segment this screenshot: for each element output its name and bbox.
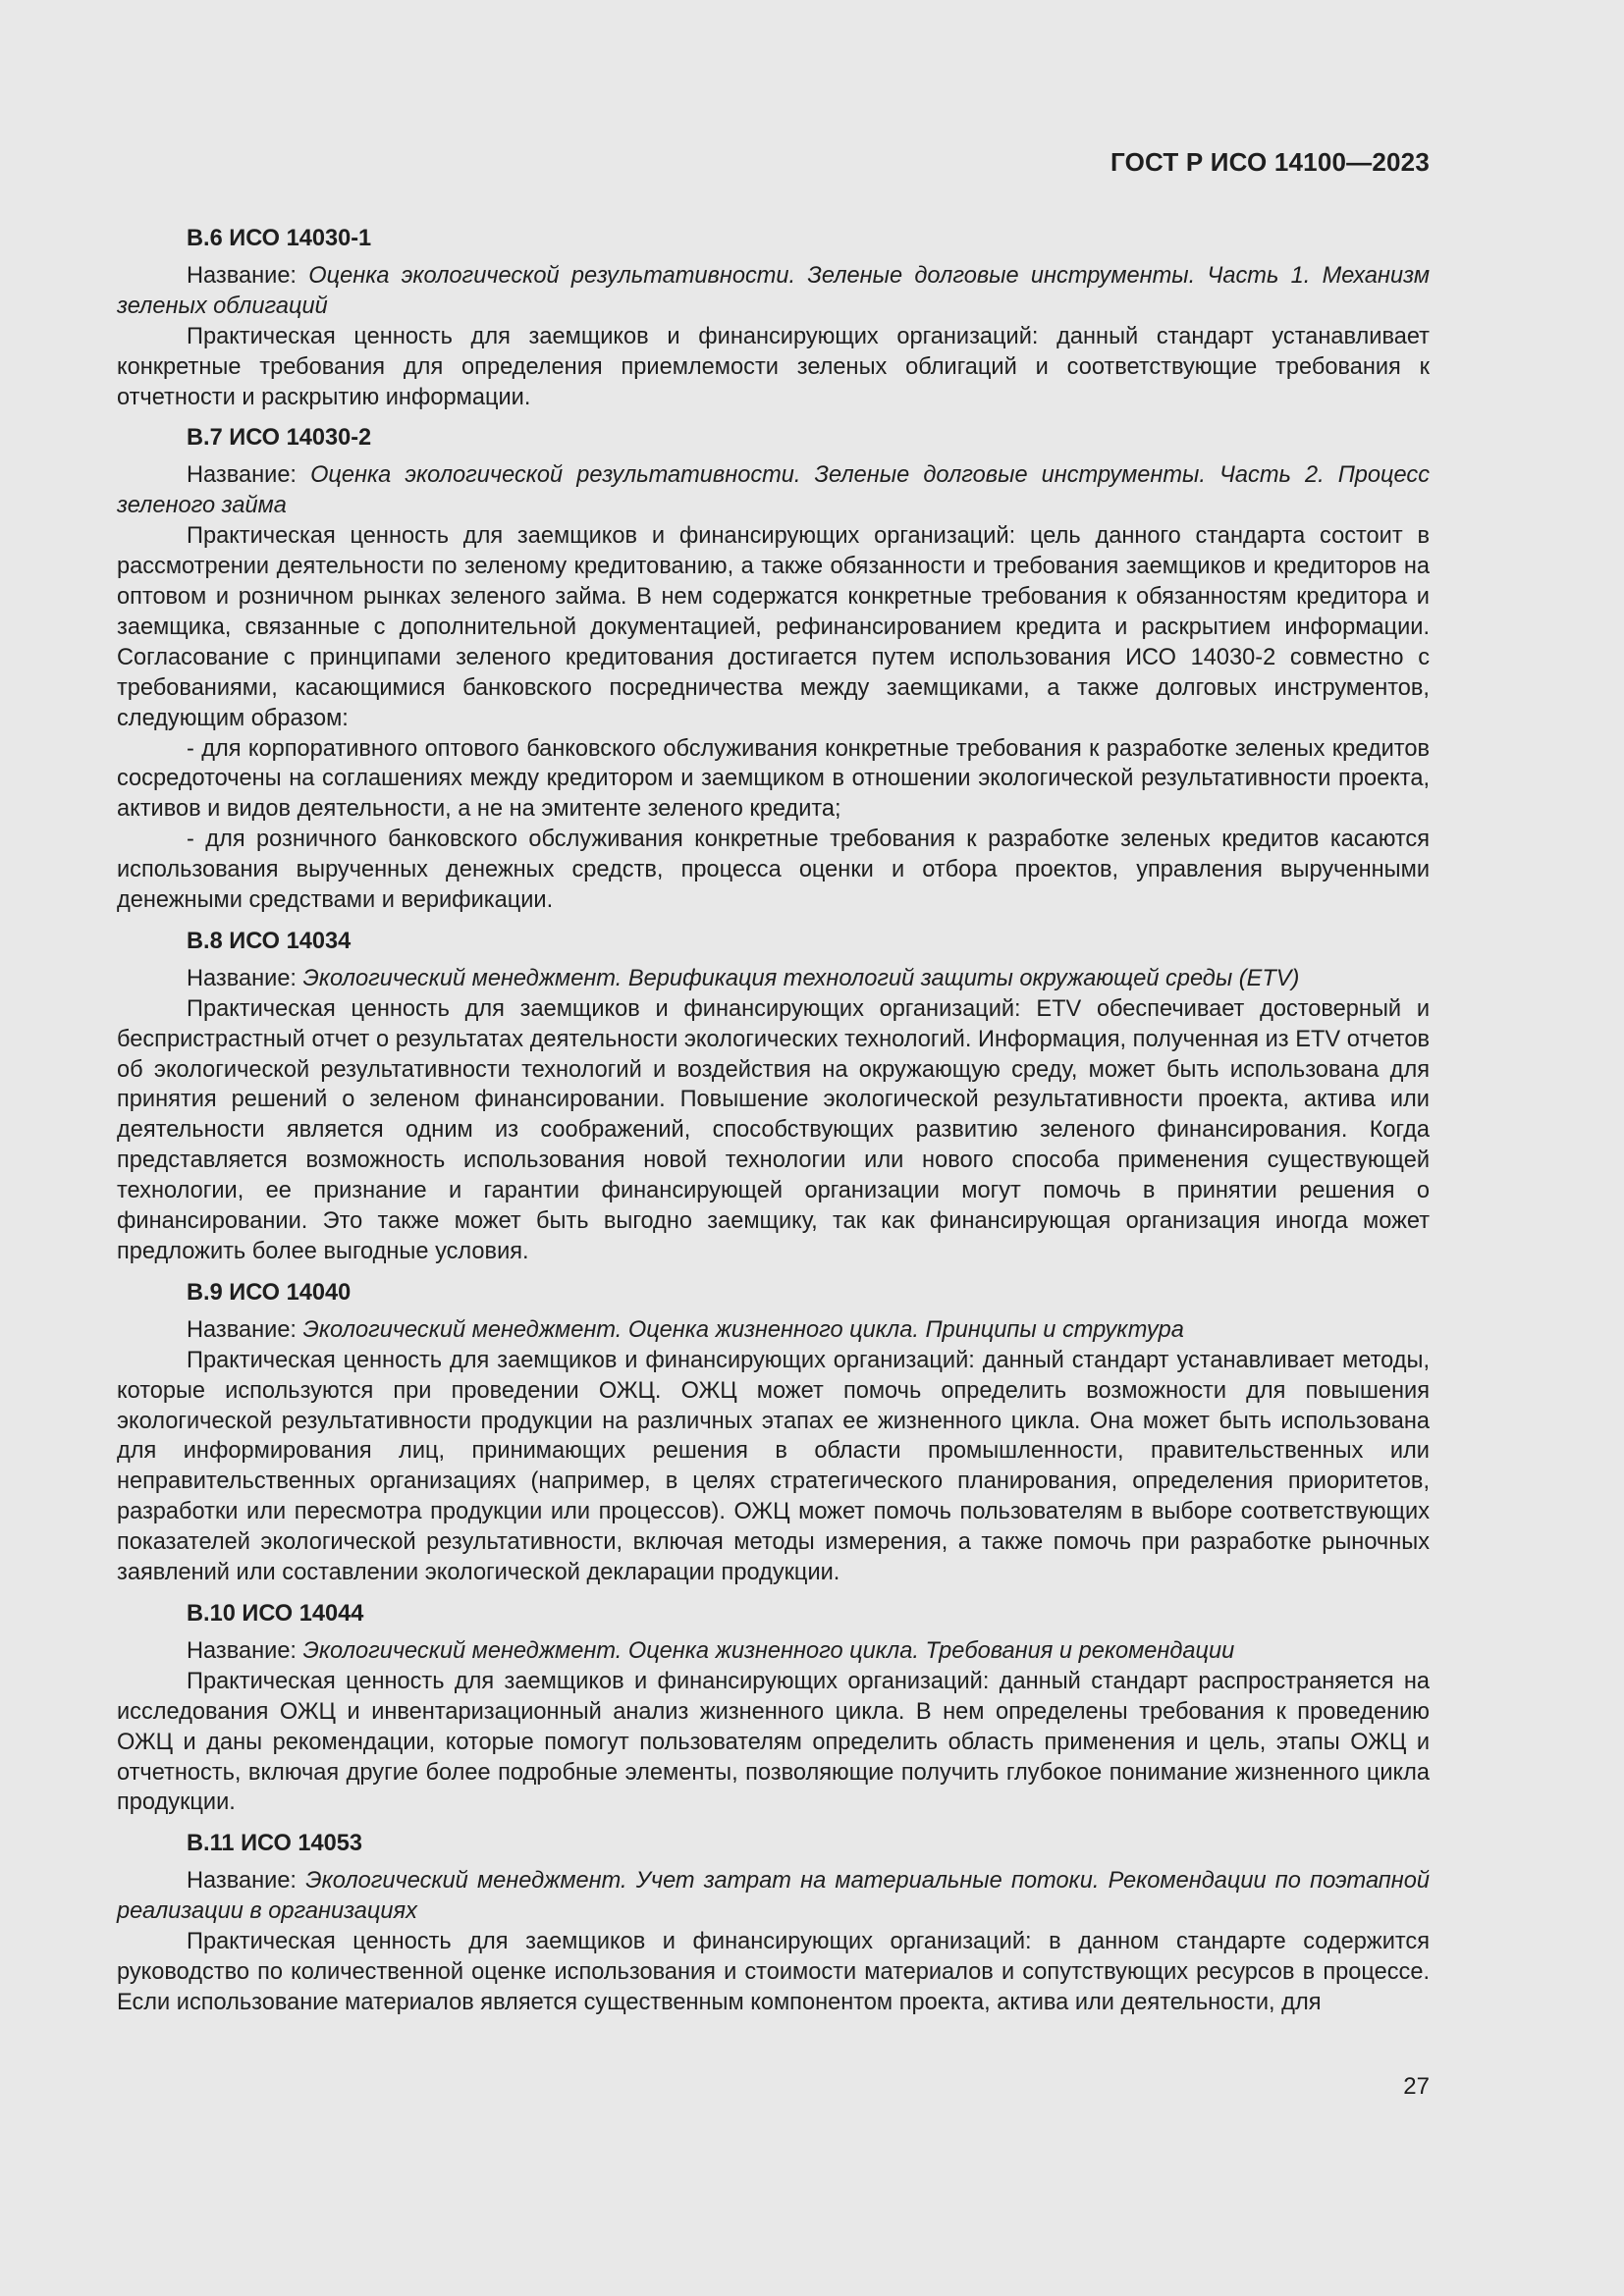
section-name: Название: Экологический менеджмент. Учет затрат на материальные потоки. Рекомендации по поэтапной реализации в организациях: [117, 1868, 1431, 1925]
section-name: Название: Оценка экологической результативности. Зеленые долговые инструменты. Часть 2. Процесс зеленого займа: [117, 462, 1430, 519]
section-title: B.7 ИСО 14030-2: [187, 425, 372, 452]
section-name: Название: Экологический менеджмент. Верификация технологий защиты окружающей среды (ETV): [187, 965, 1300, 991]
section-paragraph: Практическая ценность для заемщиков и финансирующих организаций: в данном стандарте содержится руководство по количественной оценке использования и стоимости материалов и сопутствующих ресурсов в процессе. Если использование материалов является существенным компонентом проекта, актива или деятельности, для: [117, 1929, 1430, 2015]
section-b10: [117, 1599, 1430, 1818]
section-title: B.9 ИСО 14040: [187, 1279, 352, 1306]
section-name: Название: Экологический менеджмент. Оценка жизненного цикла. Принципы и структура: [187, 1316, 1184, 1343]
section-paragraph: Практическая ценность для заемщиков и финансирующих организаций: данный стандарт распространяется на исследования ОЖЦ и инвентаризационный анализ жизненного цикла. В нем определены требования к проведению ОЖЦ и даны рекомендации, которые помогут пользователям определить область применения и цель, этапы ОЖЦ и отчетность, включая другие более подробные элементы, позволяющие получить глубокое понимание жизненного цикла продукции.: [117, 1668, 1430, 1816]
section-paragraph: Практическая ценность для заемщиков и финансирующих организаций: данный стандарт устанавливает методы, которые используются при проведении ОЖЦ. ОЖЦ может помочь определить возможности для повышения экологической результативности продукции на различных этапах ее жизненного цикла. Она может быть использована для информирования лиц, принимающих решения в области промышленности, правительственных или неправительственных организациях (например, в целях стратегического планирования, определения приоритетов, разработки или пересмотра продукции или процессов). ОЖЦ может помочь пользователям в выборе соответствующих показателей экологической результативности, включая методы измерения, а также помочь при разработке рыночных заявлений или составлении экологической декларации продукции.: [117, 1347, 1430, 1586]
section-paragraph: Практическая ценность для заемщиков и финансирующих организаций: цель данного стандарта состоит в рассмотрении деятельности по зеленому кредитованию, а также обязанности и требования заемщиков и кредиторов на оптовом и розничном рынках зеленого займа. В нем содержатся конкретные требования к обязанностям кредитора и заемщика, связанные с дополнительной документацией, рефинансированием кредита и раскрытием информации. Согласование с принципами зеленого кредитования достигается путем использования ИСО 14030-2 совместно с требованиями, касающимися банковского посредничества между заемщиками, а также долговых инструментов, следующим образом:: [117, 523, 1430, 731]
list-item: - для розничного банковского обслуживания конкретные требования к разработке зеленых кредитов касаются использования вырученных денежных средств, процесса оценки и отбора проектов, управления вырученными денежными средствами и верификации.: [117, 827, 1430, 914]
section-name: Название: Оценка экологической результативности. Зеленые долговые инструменты. Часть 1. Механизм зеленых облигаций: [117, 262, 1430, 319]
section-title: B.8 ИСО 14034: [187, 928, 352, 954]
document-body: [117, 224, 1430, 2029]
section-paragraph: Практическая ценность для заемщиков и финансирующих организаций: ETV обеспечивает достоверный и беспристрастный отчет о результатах деятельности экологических технологий. Информация, полученная из ETV отчетов об экологической результативности технологий и воздействия на окружающую среду, может быть использована для принятия решений о зеленом финансировании. Повышение экологической результативности проекта, актива или деятельности является одним из соображений, способствующих развитию зеленого финансирования. Когда представляется возможность использования новой технологии или нового способа применения существующей технологии, ее признание и гарантии финансирующей организации могут помочь в принятии решения о финансировании. Это также может быть выгодно заемщику, так как финансирующая организация иногда может предложить более выгодные условия.: [117, 995, 1430, 1264]
section-b8: [117, 927, 1430, 1267]
section-name: Название: Экологический менеджмент. Оценка жизненного цикла. Требования и рекомендации: [187, 1637, 1235, 1664]
section-b11: [117, 1829, 1430, 2017]
section-b7: [117, 423, 1430, 916]
section-title: B.6 ИСО 14030-1: [187, 226, 372, 251]
list-item: - для корпоративного оптового банковского обслуживания конкретные требования к разработке зеленых кредитов сосредоточены на соглашениях между кредитором и заемщиком в отношении экологической результативности проекта, активов и видов деятельности, а не на эмитенте зеленого кредита;: [117, 735, 1430, 823]
section-title: B.10 ИСО 14044: [187, 1600, 364, 1627]
section-paragraph: Практическая ценность для заемщиков и финансирующих организаций: данный стандарт устанавливает конкретные требования для определения приемлемости зеленых облигаций и соответствующие требования к отчетности и раскрытию информации.: [117, 323, 1430, 410]
section-title: B.11 ИСО 14053: [187, 1831, 363, 1857]
section-b6: [117, 224, 1430, 412]
document-header: ГОСТ Р ИСО 14100—2023: [1110, 147, 1430, 177]
page-number: 27: [1403, 2073, 1430, 2100]
section-b9: [117, 1278, 1430, 1588]
